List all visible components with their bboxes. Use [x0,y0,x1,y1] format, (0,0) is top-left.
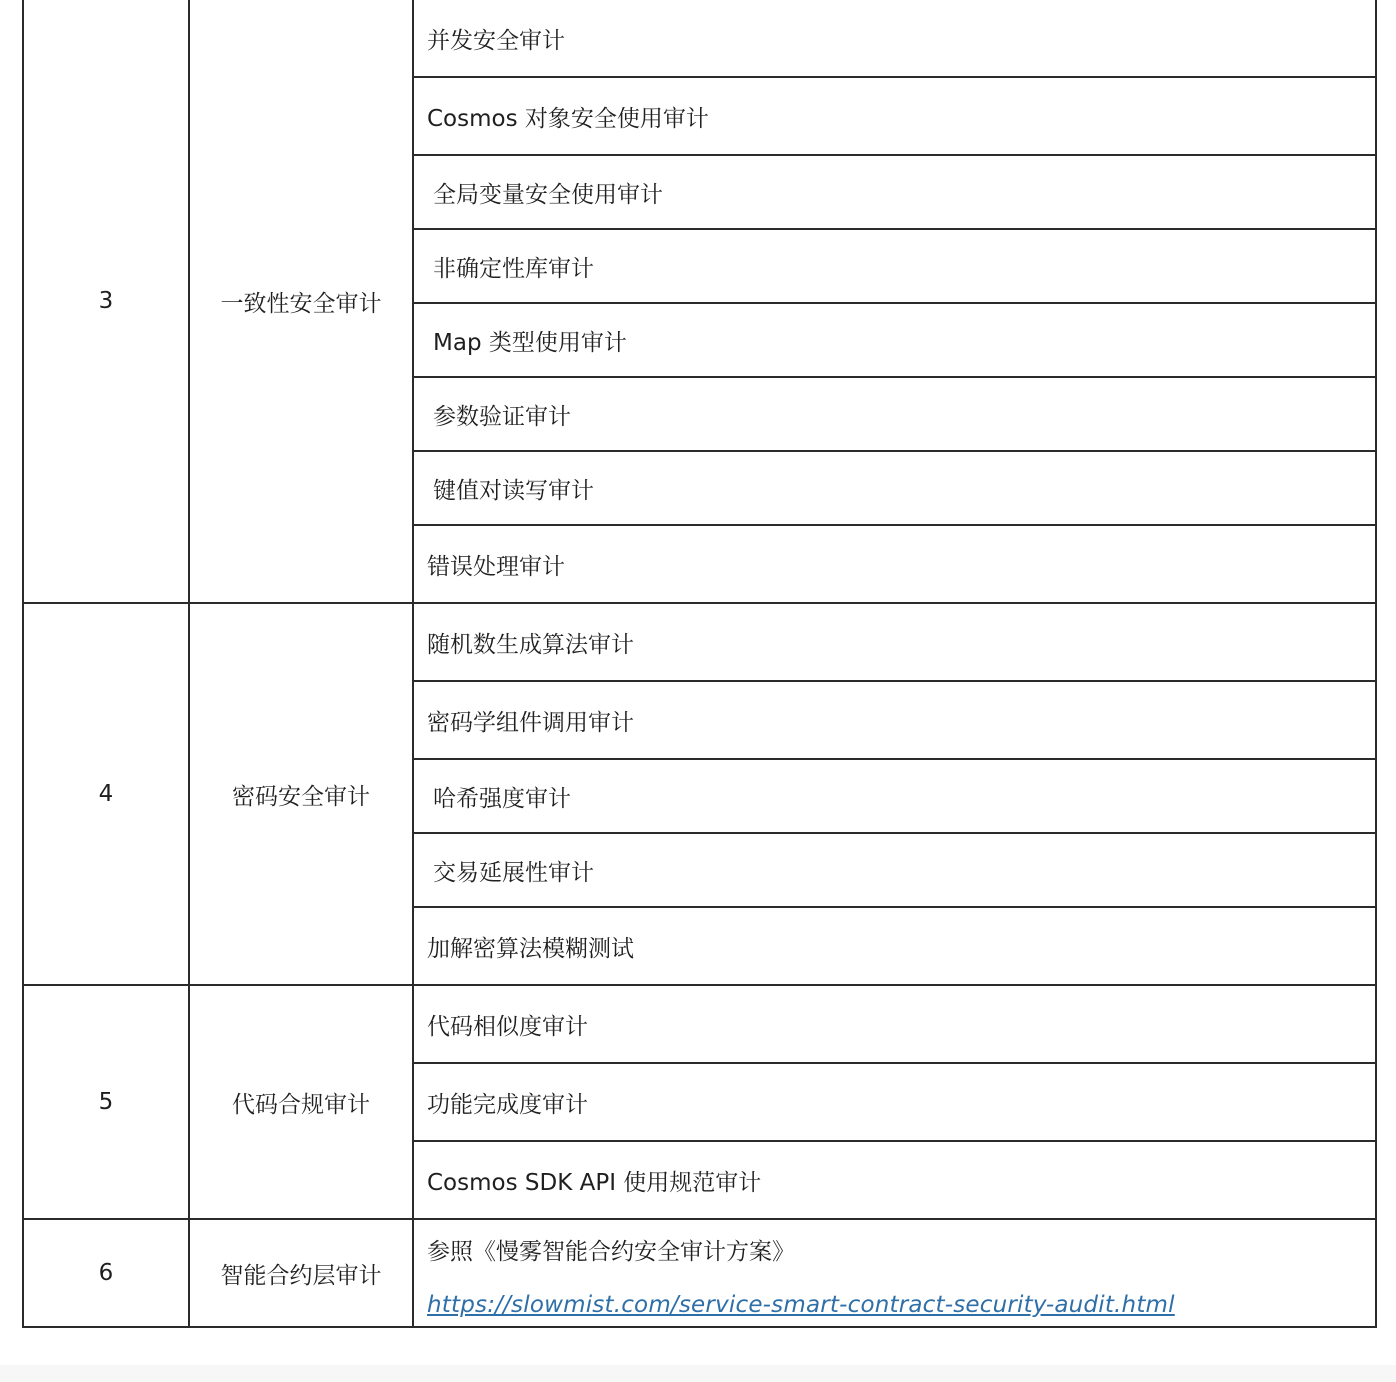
table-row [23,1219,1376,1327]
audit-item: 加解密算法模糊测试 [413,907,1376,985]
row-number: 4 [98,781,114,807]
row-number: 6 [98,1260,114,1286]
reference-cell [413,1219,1376,1327]
category-label: 一致性安全审计 [220,290,382,317]
audit-item: 非确定性库审计 [413,229,1376,303]
category-cell [189,0,413,603]
reference-link[interactable]: https://slowmist.com/service-smart-contract-security-audit.html [427,1291,1175,1318]
category-label: 代码合规审计 [232,1091,370,1118]
audit-item: Cosmos SDK API 使用规范审计 [413,1141,1376,1219]
audit-item: 功能完成度审计 [413,1063,1376,1141]
category-cell [189,985,413,1219]
page-bottom-strip [0,1365,1396,1382]
category-label: 智能合约层审计 [220,1262,382,1289]
table-row [23,985,1376,1063]
table-row [23,0,1376,77]
audit-item: Cosmos 对象安全使用审计 [413,77,1376,155]
audit-item: 错误处理审计 [413,525,1376,603]
audit-item: 参数验证审计 [413,377,1376,451]
row-number: 5 [98,1089,114,1115]
row-number-cell [23,1219,189,1327]
audit-item: 键值对读写审计 [413,451,1376,525]
audit-item: 交易延展性审计 [413,833,1376,907]
category-label: 密码安全审计 [232,783,370,810]
audit-items-table [22,0,1377,1328]
category-cell [189,1219,413,1327]
audit-item: 并发安全审计 [413,0,1376,77]
audit-item: 哈希强度审计 [413,759,1376,833]
audit-item: 代码相似度审计 [413,985,1376,1063]
category-cell [189,603,413,985]
row-number-cell [23,985,189,1219]
row-number: 3 [98,288,114,314]
table-row [23,603,1376,681]
audit-item: 密码学组件调用审计 [413,681,1376,759]
audit-item: 随机数生成算法审计 [413,603,1376,681]
audit-item: 全局变量安全使用审计 [413,155,1376,229]
row-number-cell [23,0,189,603]
audit-item: Map 类型使用审计 [413,303,1376,377]
row-number-cell [23,603,189,985]
reference-text: 参照《慢雾智能合约安全审计方案》 [427,1238,795,1265]
